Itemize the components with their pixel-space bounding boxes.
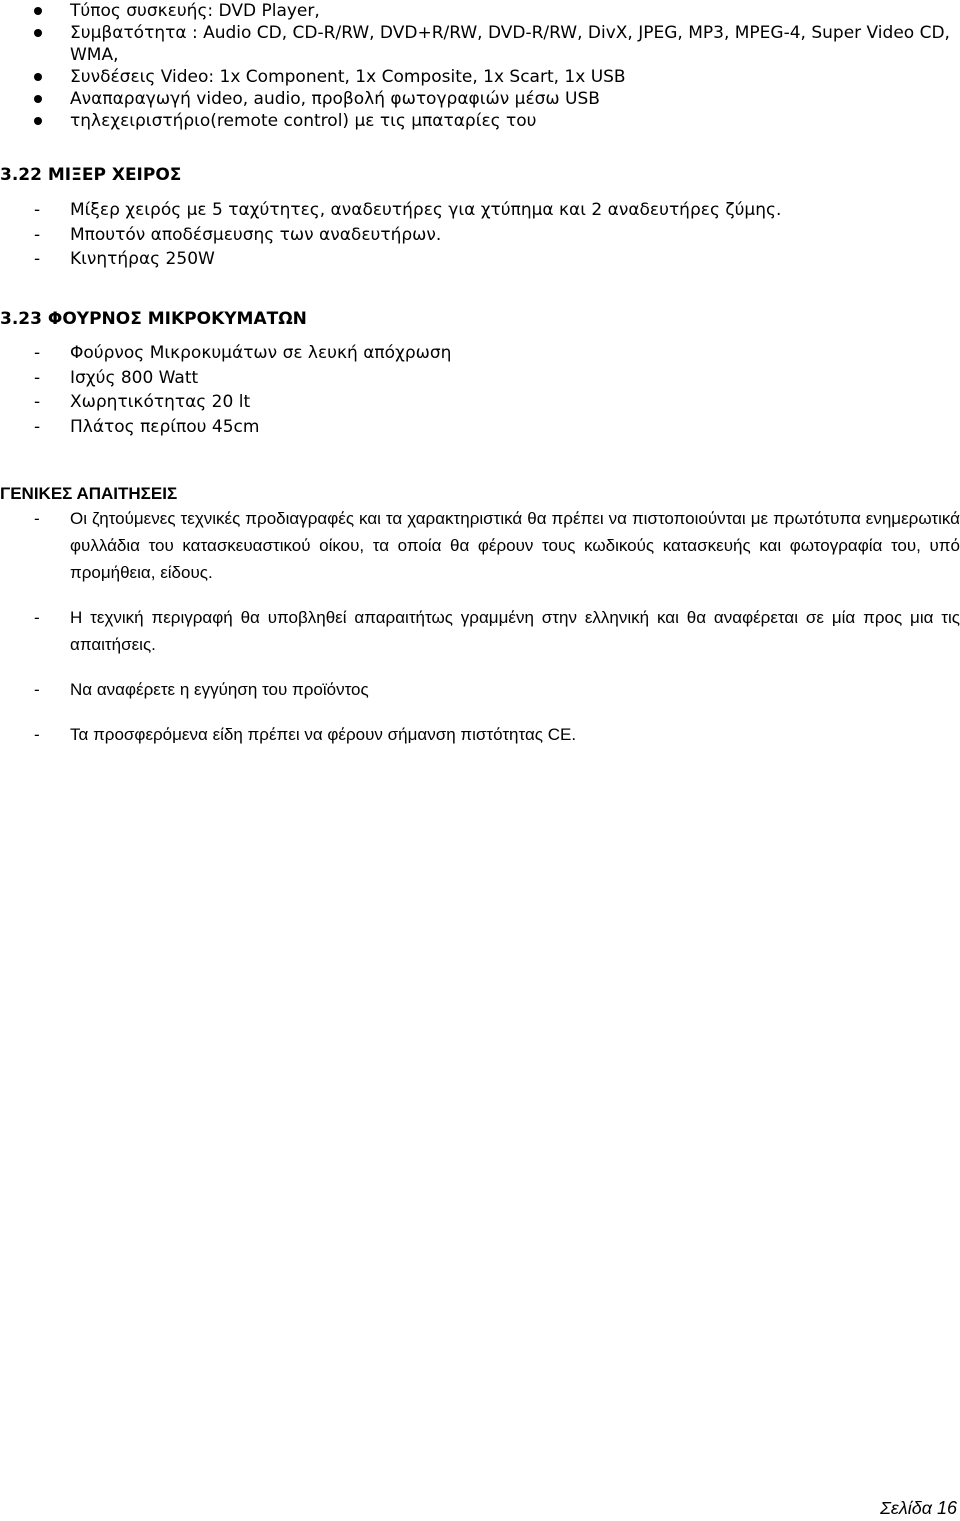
list-item: - Να αναφέρετε η εγγύηση του προϊόντος [0,676,960,703]
list-item: Αναπαραγωγή video, audio, προβολή φωτογραφιών μέσω USB [0,88,960,110]
dash-marker: - [34,608,40,627]
microwave-spec-list [0,341,960,439]
dash-marker: - [34,680,40,699]
dash-marker: - [34,343,41,363]
bullet-icon [34,117,42,125]
list-item: - Κινητήρας 250W [0,247,960,272]
dash-marker: - [34,509,40,528]
dash-marker: - [34,249,41,269]
mixer-spec-list [0,198,960,272]
page-number: Σελίδα 16 [880,1498,957,1518]
bullet-icon [34,7,42,15]
general-requirements-list [0,505,960,766]
list-item: - Μπουτόν αποδέσμευσης των αναδευτήρων. [0,223,960,248]
dash-marker: - [34,224,41,245]
list-item: - Πλάτος περίπου 45cm [0,415,960,440]
dvd-spec-list [0,0,960,132]
section-heading-general: ΓΕΝΙΚΕΣ ΑΠΑΙΤΗΣΕΙΣ [0,484,178,503]
list-item: - Χωρητικότητας 20 lt [0,390,960,415]
section-heading-mixer: 3.22 ΜΙΞΕΡ ΧΕΙΡΟΣ [0,165,182,185]
list-item: - Η τεχνική περιγραφή θα υποβληθεί απαραιτήτως γραμμένη στην ελληνική και θα αναφέρεται σε μία προς μια τις απαιτήσεις. [0,604,960,658]
dash-marker: - [34,725,40,744]
dash-marker: - [34,392,41,412]
bullet-icon [34,29,42,37]
list-item: Συμβατότητα : Audio CD, CD-R/RW, DVD+R/RW, DVD-R/RW, DivX, JPEG, MP3, MPEG-4, Super Video CD, WMA, [0,22,960,66]
list-item: - Ισχύς 800 Watt [0,366,960,391]
list-item: - Τα προσφερόμενα είδη πρέπει να φέρουν σήμανση πιστότητας CE. [0,721,960,748]
section-heading-microwave: 3.23 ΦΟΥΡΝΟΣ ΜΙΚΡΟΚΥΜΑΤΩΝ [0,309,307,329]
list-item: - Φούρνος Μικροκυμάτων σε λευκή απόχρωση [0,341,960,366]
dash-marker: - [34,416,41,437]
list-item: - Μίξερ χειρός με 5 ταχύτητες, αναδευτήρες για χτύπημα και 2 αναδευτήρες ζύμης. [0,198,960,223]
list-item: Τύπος συσκευής: DVD Player, [0,0,960,22]
dash-marker: - [34,200,41,220]
list-item: τηλεχειριστήριο(remote control) με τις μπαταρίες του [0,110,960,132]
list-item: Συνδέσεις Video: 1x Component, 1x Composite, 1x Scart, 1x USB [0,66,960,88]
dash-marker: - [34,367,41,388]
bullet-icon [34,73,42,81]
list-item: - Οι ζητούμενες τεχνικές προδιαγραφές και τα χαρακτηριστικά θα πρέπει να πιστοποιούνται με πρωτότυπα ενημερωτικά φυλλάδια του κατασκευαστικού οίκου, τα οποία θα φέρουν τους κωδικούς κατασκευής και φωτογραφία του, υπό προμήθεια, είδους. [0,505,960,586]
bullet-icon [34,95,42,103]
